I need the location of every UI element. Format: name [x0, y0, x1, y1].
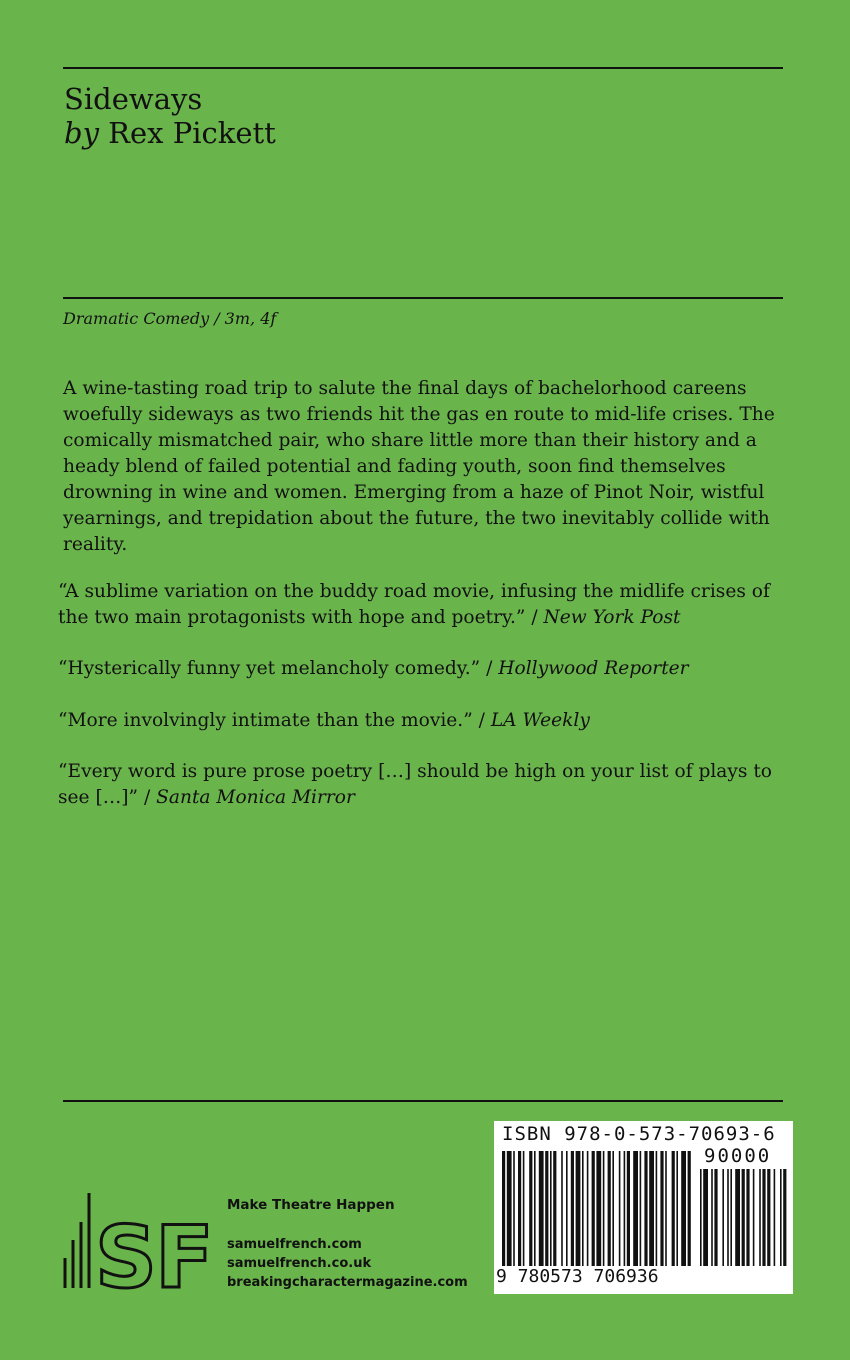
- book-title-block: [64, 82, 276, 150]
- quote-source: Hollywood Reporter: [498, 658, 689, 679]
- isbn-barcode: [494, 1121, 793, 1294]
- publisher-tagline: Make Theatre Happen: [227, 1197, 395, 1213]
- barcode-bar: [592, 1151, 595, 1266]
- barcode-bar: [672, 1151, 675, 1266]
- quote-text: “More involvingly intimate than the movie.” /: [58, 710, 491, 731]
- link-samuelfrench-co-uk[interactable]: samuelfrench.co.uk: [227, 1256, 372, 1271]
- barcode-bar: [576, 1151, 581, 1266]
- barcode-bar: [596, 1151, 601, 1266]
- barcode-bar: [640, 1151, 642, 1266]
- quote-text: “Every word is pure prose poetry […] should be high on your list of plays to see […]” /: [58, 761, 772, 808]
- barcode-bar: [681, 1151, 686, 1266]
- review-quote: [58, 656, 798, 682]
- publisher-links: [227, 1235, 468, 1292]
- sf-logo-graphic: [63, 1190, 212, 1308]
- barcode-bar: [518, 1151, 521, 1266]
- ean-digits: 9 780573 706936: [496, 1266, 659, 1287]
- quote-source: New York Post: [543, 607, 681, 628]
- by-word: by: [64, 116, 99, 150]
- barcode-bar: [727, 1169, 729, 1266]
- barcode-bar: [656, 1151, 658, 1266]
- barcode-bar: [550, 1151, 552, 1266]
- barcode-bar: [571, 1151, 574, 1266]
- barcode-bar: [649, 1151, 654, 1266]
- book-title: Sideways: [64, 82, 203, 116]
- barcode-bar: [783, 1169, 786, 1266]
- barcode-bar: [529, 1151, 532, 1266]
- barcode-bar: [742, 1169, 745, 1266]
- barcode-bar: [660, 1151, 663, 1266]
- barcode-bar: [746, 1169, 749, 1266]
- review-quote: [58, 759, 798, 811]
- barcode-bar: [539, 1151, 544, 1266]
- review-quote: [58, 708, 798, 734]
- footer-rule: [63, 1100, 783, 1102]
- barcode-bar: [774, 1169, 776, 1266]
- quote-source: LA Weekly: [490, 710, 590, 731]
- ean-bars: [502, 1151, 691, 1266]
- barcode-bar: [688, 1151, 691, 1266]
- top-rule: [63, 67, 783, 69]
- barcode-bar: [502, 1151, 505, 1266]
- barcode-bar: [767, 1169, 770, 1266]
- author-name: Rex Pickett: [108, 116, 276, 150]
- barcode-bar: [561, 1151, 563, 1266]
- quote-text: “A sublime variation on the buddy road movie, infusing the midlife crises of the two main protagonists with hope and poetry.” /: [58, 581, 770, 628]
- barcode-bar: [735, 1169, 740, 1266]
- barcode-bar: [665, 1151, 667, 1266]
- genre-cast-line: Dramatic Comedy / 3m, 4f: [63, 309, 277, 328]
- quote-text: “Hysterically funny yet melancholy comedy.” /: [58, 658, 499, 679]
- barcode-bar: [608, 1151, 611, 1266]
- barcode-bar: [582, 1151, 584, 1266]
- barcode-bar: [624, 1151, 626, 1266]
- price-code: 90000: [704, 1145, 772, 1167]
- quote-source: Santa Monica Mirror: [156, 787, 355, 808]
- genre-rule: [63, 297, 783, 299]
- barcode-bar: [534, 1151, 536, 1266]
- barcode-bar: [612, 1151, 614, 1266]
- logo-letters: SF: [95, 1208, 212, 1308]
- barcode-bar: [762, 1169, 765, 1266]
- barcode-bar: [676, 1151, 678, 1266]
- barcode-bar: [587, 1151, 589, 1266]
- barcode-bar: [759, 1169, 761, 1266]
- barcode-bar: [513, 1151, 515, 1266]
- samuel-french-logo: [63, 1190, 212, 1308]
- link-breaking-character[interactable]: breakingcharactermagazine.com: [227, 1275, 468, 1290]
- barcode-bar: [753, 1169, 755, 1266]
- barcode-bar: [553, 1151, 556, 1266]
- barcode-bar: [545, 1151, 548, 1266]
- author-line: [64, 116, 276, 150]
- barcode-bar: [703, 1169, 708, 1266]
- barcode-bar: [603, 1151, 605, 1266]
- isbn-label: ISBN 978-0-573-70693-6: [502, 1123, 776, 1145]
- barcode-bar: [700, 1169, 702, 1266]
- barcode-bar: [711, 1169, 713, 1266]
- barcode-bar: [619, 1151, 621, 1266]
- barcode-bar: [633, 1151, 638, 1266]
- link-samuelfrench-com[interactable]: samuelfrench.com: [227, 1237, 362, 1252]
- barcode-bar: [644, 1151, 647, 1266]
- addon-bars: [700, 1169, 786, 1266]
- barcode-bar: [566, 1151, 568, 1266]
- barcode-bar: [722, 1169, 724, 1266]
- barcode-bar: [714, 1169, 717, 1266]
- barcode-bar: [507, 1151, 512, 1266]
- barcode-bar: [523, 1151, 525, 1266]
- barcode-bar: [730, 1169, 732, 1266]
- barcode-bar: [780, 1169, 782, 1266]
- barcode-bar: [627, 1151, 630, 1266]
- synopsis-blurb: A wine-tasting road trip to salute the final days of bachelorhood careens woefully sideways as two friends hit the gas en route to mid-life crises. The comically mismatched pair, who share little more than their history and a heady blend of failed potential and fading youth, soon find themselves drowning in wine and women. Emerging from a haze of Pinot Noir, wistful yearnings, and trepidation about the future, the two inevitably collide with reality.: [63, 378, 775, 555]
- review-quote: [58, 579, 798, 631]
